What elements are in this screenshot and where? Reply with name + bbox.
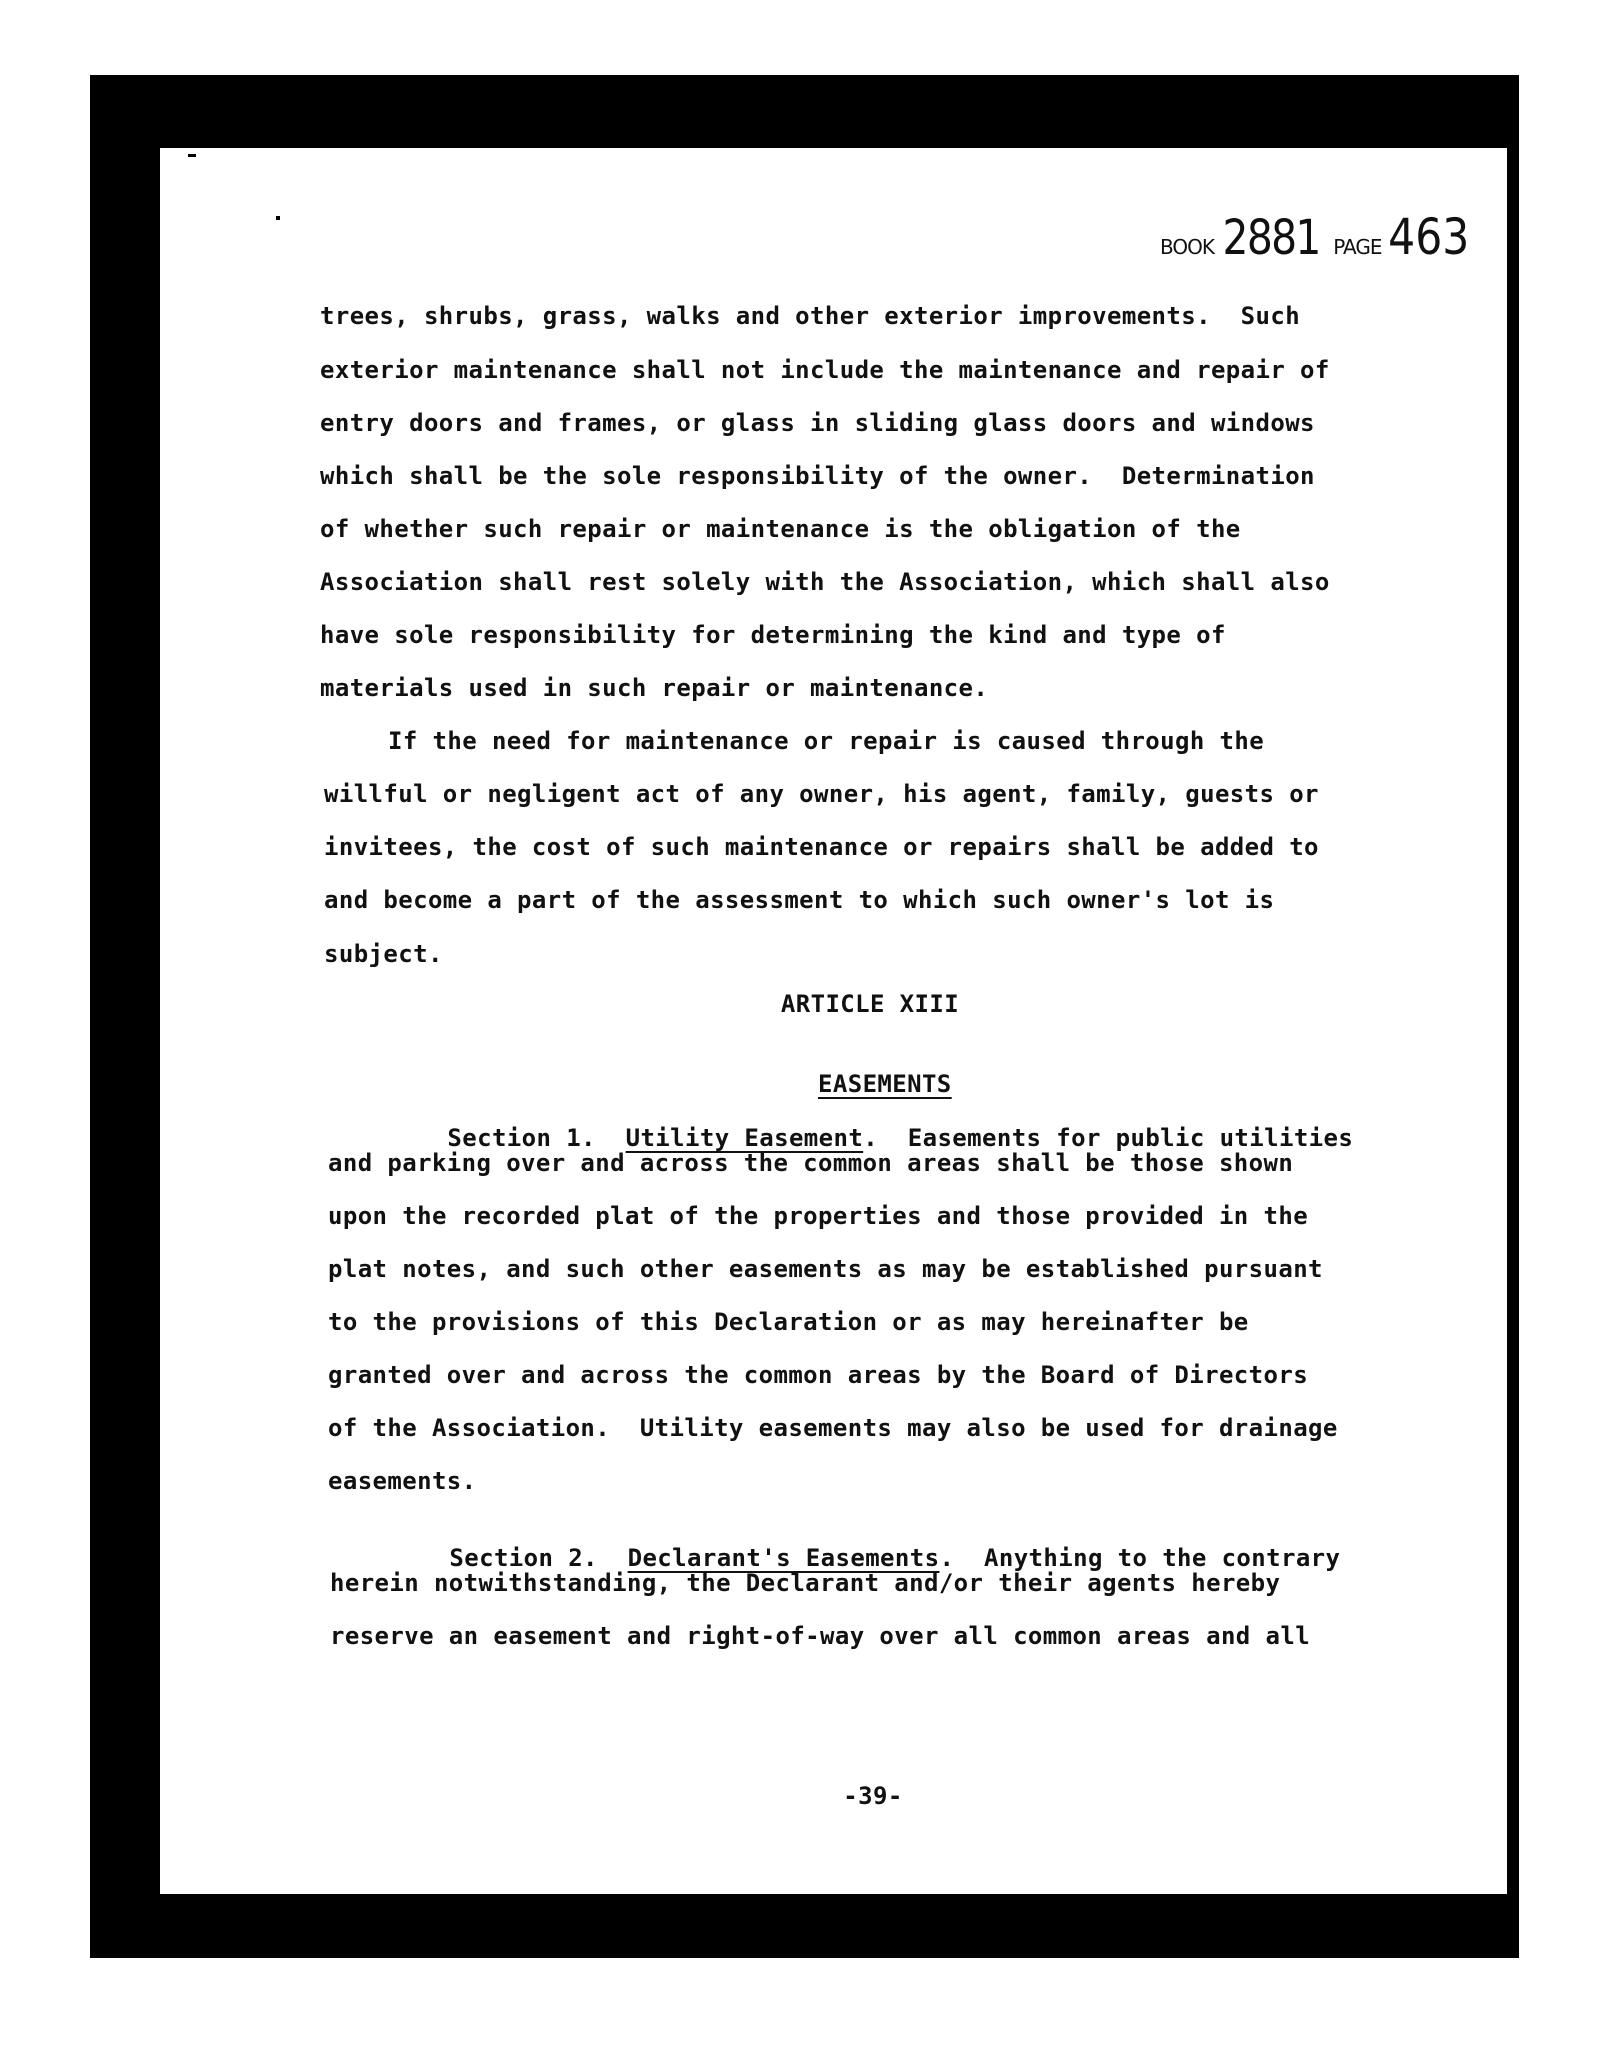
book-number: 2881 — [1222, 210, 1320, 266]
text-line: and parking over and across the common areas shall be those shown — [328, 1149, 1294, 1177]
text-line: reserve an easement and right-of-way over all common areas and all — [330, 1622, 1311, 1650]
text-line: of whether such repair or maintenance is the obligation of the — [320, 515, 1241, 543]
recording-stamp — [1160, 208, 1477, 266]
article-subtitle — [0, 1042, 1600, 1098]
text-line: If the need for maintenance or repair is caused through the — [388, 727, 1265, 755]
text-line: upon the recorded plat of the properties and those provided in the — [328, 1202, 1309, 1230]
scan-speck — [188, 154, 196, 157]
text-line: granted over and across the common areas by the Board of Directors — [328, 1361, 1309, 1389]
text-line: herein notwithstanding, the Declarant and/or their agents hereby — [330, 1569, 1281, 1597]
text-line: exterior maintenance shall not include the maintenance and repair of — [320, 356, 1330, 384]
text-line: which shall be the sole responsibility of the owner. Determination — [320, 462, 1315, 490]
article-subtitle-text: EASEMENTS — [818, 1070, 952, 1098]
text-line: to the provisions of this Declaration or as may hereinafter be — [328, 1308, 1249, 1336]
stamp-page-number: 463 — [1388, 208, 1470, 266]
text-line: materials used in such repair or maintenance. — [320, 674, 989, 702]
footer-page-number: -39- — [843, 1782, 903, 1810]
section-2-heading: Declarant's Easements — [627, 1544, 940, 1572]
text-line: easements. — [328, 1467, 477, 1495]
section-1-heading: Utility Easement — [625, 1124, 864, 1152]
text-line: plat notes, and such other easements as may be established pursuant — [328, 1255, 1323, 1283]
text-line: entry doors and frames, or glass in sliding glass doors and windows — [320, 409, 1315, 437]
page-label: PAGE — [1333, 235, 1382, 259]
text-line: invitees, the cost of such maintenance or repairs shall be added to — [324, 833, 1319, 861]
text-line: Association shall rest solely with the Association, which shall also — [320, 568, 1330, 596]
article-title: ARTICLE XIII — [780, 990, 960, 1018]
scan-speck — [276, 216, 280, 220]
text-line: trees, shrubs, grass, walks and other exterior improvements. Such — [320, 302, 1301, 330]
text-line: and become a part of the assessment to which such owner's lot is — [324, 886, 1275, 914]
section-2-label: Section 2. — [449, 1544, 598, 1572]
section-1-label: Section 1. — [447, 1124, 596, 1152]
text-line: have sole responsibility for determining the kind and type of — [320, 621, 1226, 649]
text-line: of the Association. Utility easements may also be used for drainage — [328, 1414, 1338, 1442]
text-line: subject. — [324, 940, 443, 968]
book-label: BOOK — [1160, 235, 1214, 259]
section-1-first-line-rest: . Easements for public utilities — [863, 1124, 1354, 1152]
section-2-first-line-rest: . Anything to the contrary — [939, 1544, 1341, 1572]
text-line: willful or negligent act of any owner, his agent, family, guests or — [324, 780, 1319, 808]
